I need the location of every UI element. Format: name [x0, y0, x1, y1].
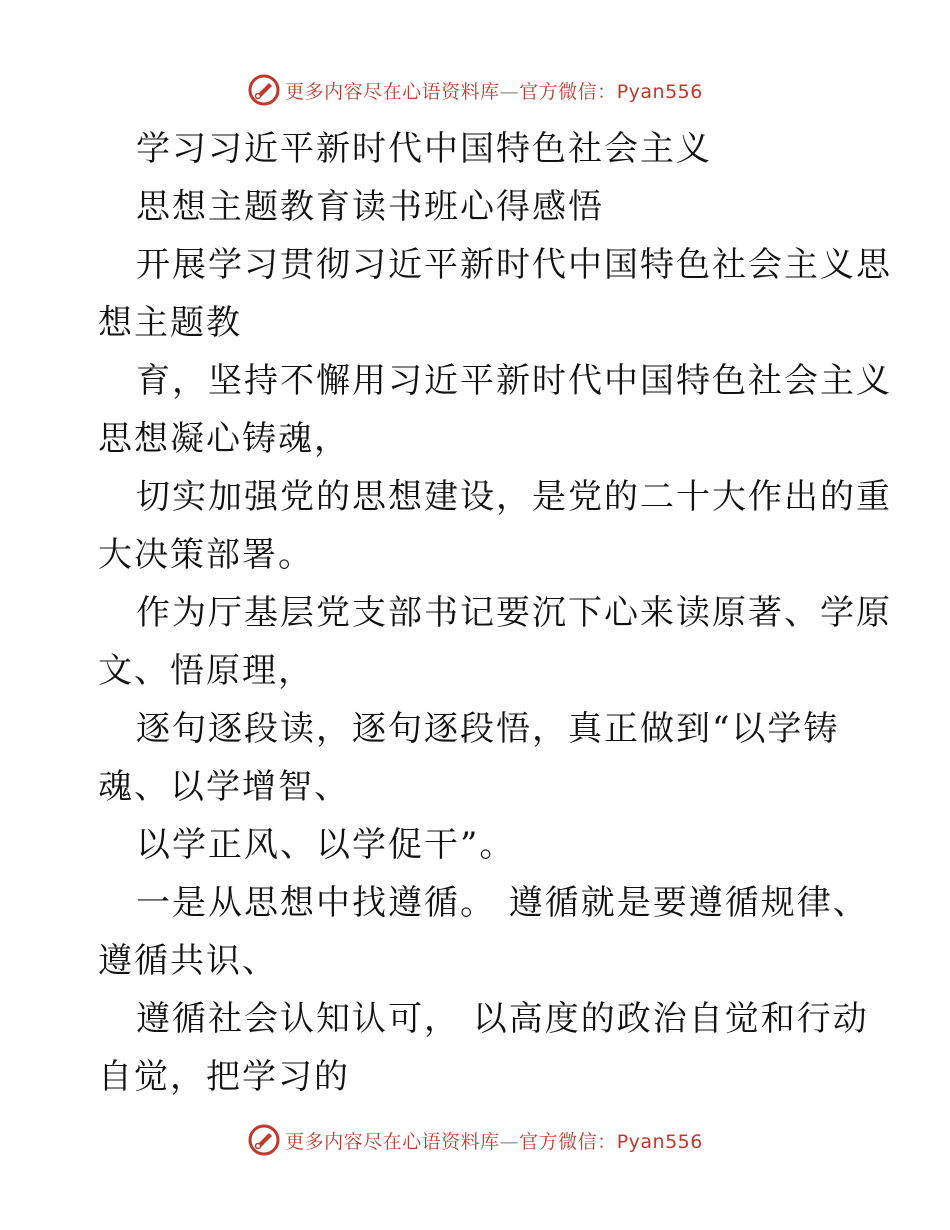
text-line: 自觉，把学习的 [98, 1057, 350, 1097]
text-line: 一是从思想中找遵循。 遵循就是要遵循规律、 [136, 883, 869, 923]
text-line: 以学正风、以学促干”。 [136, 825, 516, 865]
text-line: 逐句逐段读，逐句逐段悟，真正做到“以学铸 [136, 709, 840, 749]
footer-banner [0, 1120, 950, 1160]
banner-separator: — [499, 1130, 520, 1153]
banner-separator: — [499, 80, 520, 103]
text-line: 学习习近平新时代中国特色社会主义 [136, 129, 712, 169]
text-line: 作为厅基层党支部书记要沉下心来读原著、学原 [136, 593, 892, 633]
banner-wechat-label: 官方微信： [519, 80, 617, 103]
text-line: 育，坚持不懈用习近平新时代中国特色社会主义 [136, 361, 892, 401]
brand-logo-icon [247, 1123, 281, 1157]
text-line: 遵循共识、 [98, 941, 278, 981]
text-line: 魂、以学增智、 [98, 767, 350, 807]
brand-logo-icon [247, 73, 281, 107]
banner-text [285, 77, 703, 104]
text-line: 思想主题教育读书班心得感悟 [136, 187, 604, 227]
text-line: 遵循社会认知认可， 以高度的政治自觉和行动 [136, 999, 869, 1039]
text-line: 开展学习贯彻习近平新时代中国特色社会主义思 [136, 245, 892, 285]
document-body [98, 120, 892, 1106]
banner-brand: 更多内容尽在心语资料库 [285, 80, 500, 103]
banner-wechat-label: 官方微信： [519, 1130, 617, 1153]
banner-text [285, 1127, 703, 1154]
text-line: 大决策部署。 [98, 535, 314, 575]
text-line: 想主题教 [98, 303, 242, 343]
text-line: 切实加强党的思想建设，是党的二十大作出的重 [136, 477, 892, 517]
header-banner [0, 70, 950, 110]
text-line: 文、悟原理， [98, 651, 314, 691]
text-line: 思想凝心铸魂， [98, 419, 350, 459]
banner-wechat-id: Pyan556 [616, 80, 703, 103]
banner-wechat-id: Pyan556 [616, 1130, 703, 1153]
banner-brand: 更多内容尽在心语资料库 [285, 1130, 500, 1153]
